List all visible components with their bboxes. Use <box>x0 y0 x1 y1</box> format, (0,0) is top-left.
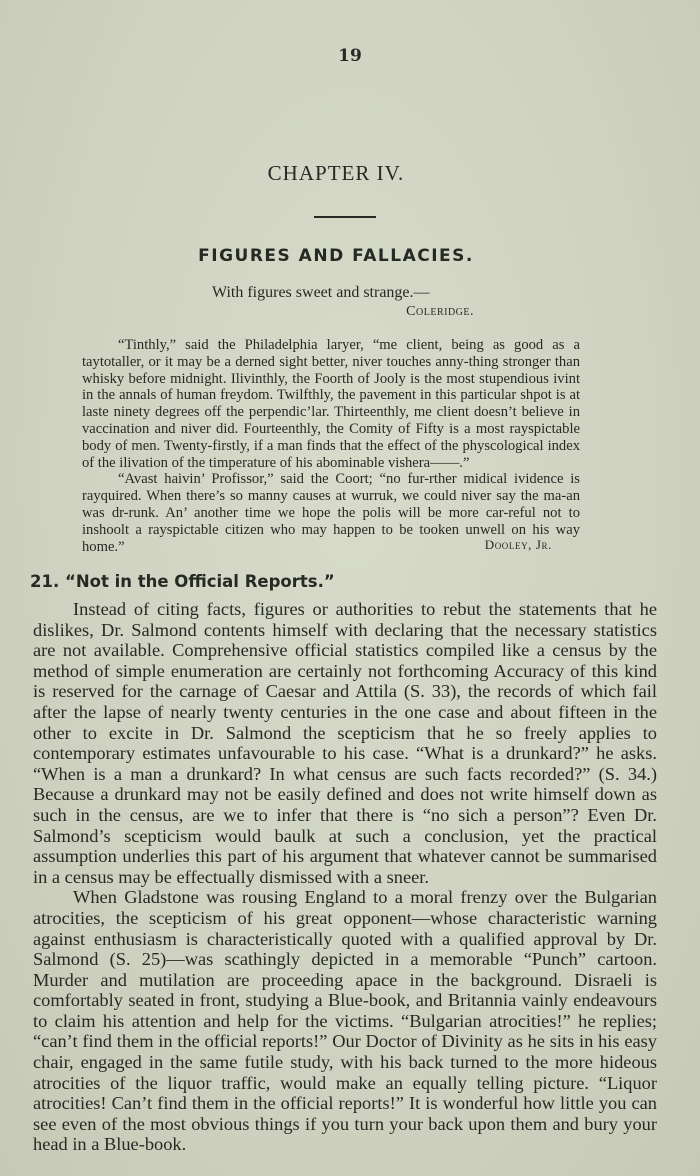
epigraph-attribution: Coleridge. <box>406 304 474 319</box>
epigraph: With figures sweet and strange.— <box>212 284 430 301</box>
body-paragraph: Instead of citing facts, figures or authorities to rebut the statements that he dislikes, Dr. Salmond contents himself with declaring that the necessary statistics are not available. Comprehensive official statistics compiled like a census by the method of simple enumeration are certainly not forthcoming Accuracy of this kind is reserved for the carnage of Caesar and Attila (S. 33), the records of which fail after the lapse of nearly twenty centuries in the one case and about fifteen in the other to excite in Dr. Salmond the scepticism that he so freely applies to contemporary estimates unfavourable to his case. “What is a drunkard?” he asks. “When is a man a drunkard? In what census are such facts recorded?” (S. 34.) Because a drunkard may not be easily defined and does not write himself down as such in the census, are we to infer that there is “no sich a person”? Even Dr. Salmond’s scepticism would baulk at such a conclusion, yet the practical assumption underlies this part of his argument that whatever cannot be summarised in a census may be effectually dismissed with a sneer. <box>33 599 657 887</box>
chapter-title: CHAPTER IV. <box>267 161 405 185</box>
quote-attribution: Dooley, Jr. <box>484 537 552 552</box>
dialect-quote <box>82 337 580 555</box>
divider-rule <box>314 216 376 218</box>
body-text <box>33 599 657 1155</box>
quote-paragraph: “Avast haivin’ Profissor,” said the Coort; “no fur-rther midical ividence is rayquired. When there’s so manny causes at wurruk, we could niver say the ma-an was dr-runk. An’ another time we hope the polis will be more car-reful not to inshoolt a rayspictable citizen who may happen to be tooken unwell on his way home.” <box>82 471 580 555</box>
body-paragraph: When Gladstone was rousing England to a moral frenzy over the Bulgarian atrocities, the scepticism of his great opponent—whose characteristic warning against enthusiasm is characteristically quoted with a qualified approval by Dr. Salmond (S. 25)—was scathingly depicted in a memorable “Punch” cartoon. Murder and mutilation are proceeding apace in the background. Disraeli is comfortably seated in front, studying a Blue-book, and Britannia vainly endeavours to claim his attention and help for the victims. “Bulgarian atrocities!” he replies; “can’t find them in the official reports!” Our Doctor of Divinity as he sits in his easy chair, engaged in the same futile study, with his back turned to the more hideous atrocities of the liquor traffic, would make an equally telling picture. “Liquor atrocities! Can’t find them in the official reports!” It is wonderful how little you can see even of the most obvious things if you turn your back upon them and bury your head in a Blue-book. <box>33 887 657 1155</box>
quote-paragraph: “Tinthly,” said the Philadelphia laryer, “me client, being as good as a taytotaller, or it may be a derned sight better, niver touches anny-thing stronger than whisky before midnight. Ilivinthly, the Foorth of Jooly is the most stupendious ivint in the annals of human freydom. Twilfthly, the pavement in this particular shpot is at laste ninety degrees off the perpendic’lar. Thirteenthly, me client doesn’t believe in vaccination and niver did. Fourteenthly, the Comity of Fifty is a most rayspictable body of men. Twenty-firstly, if a man finds that the effect of the physcological index of the ilivation of the timperature of his abominable vishera——.” <box>82 337 580 471</box>
section-title: FIGURES AND FALLACIES. <box>198 246 474 266</box>
section-heading: 21. “Not in the Official Reports.” <box>30 572 335 591</box>
page-number: 19 <box>338 46 362 66</box>
